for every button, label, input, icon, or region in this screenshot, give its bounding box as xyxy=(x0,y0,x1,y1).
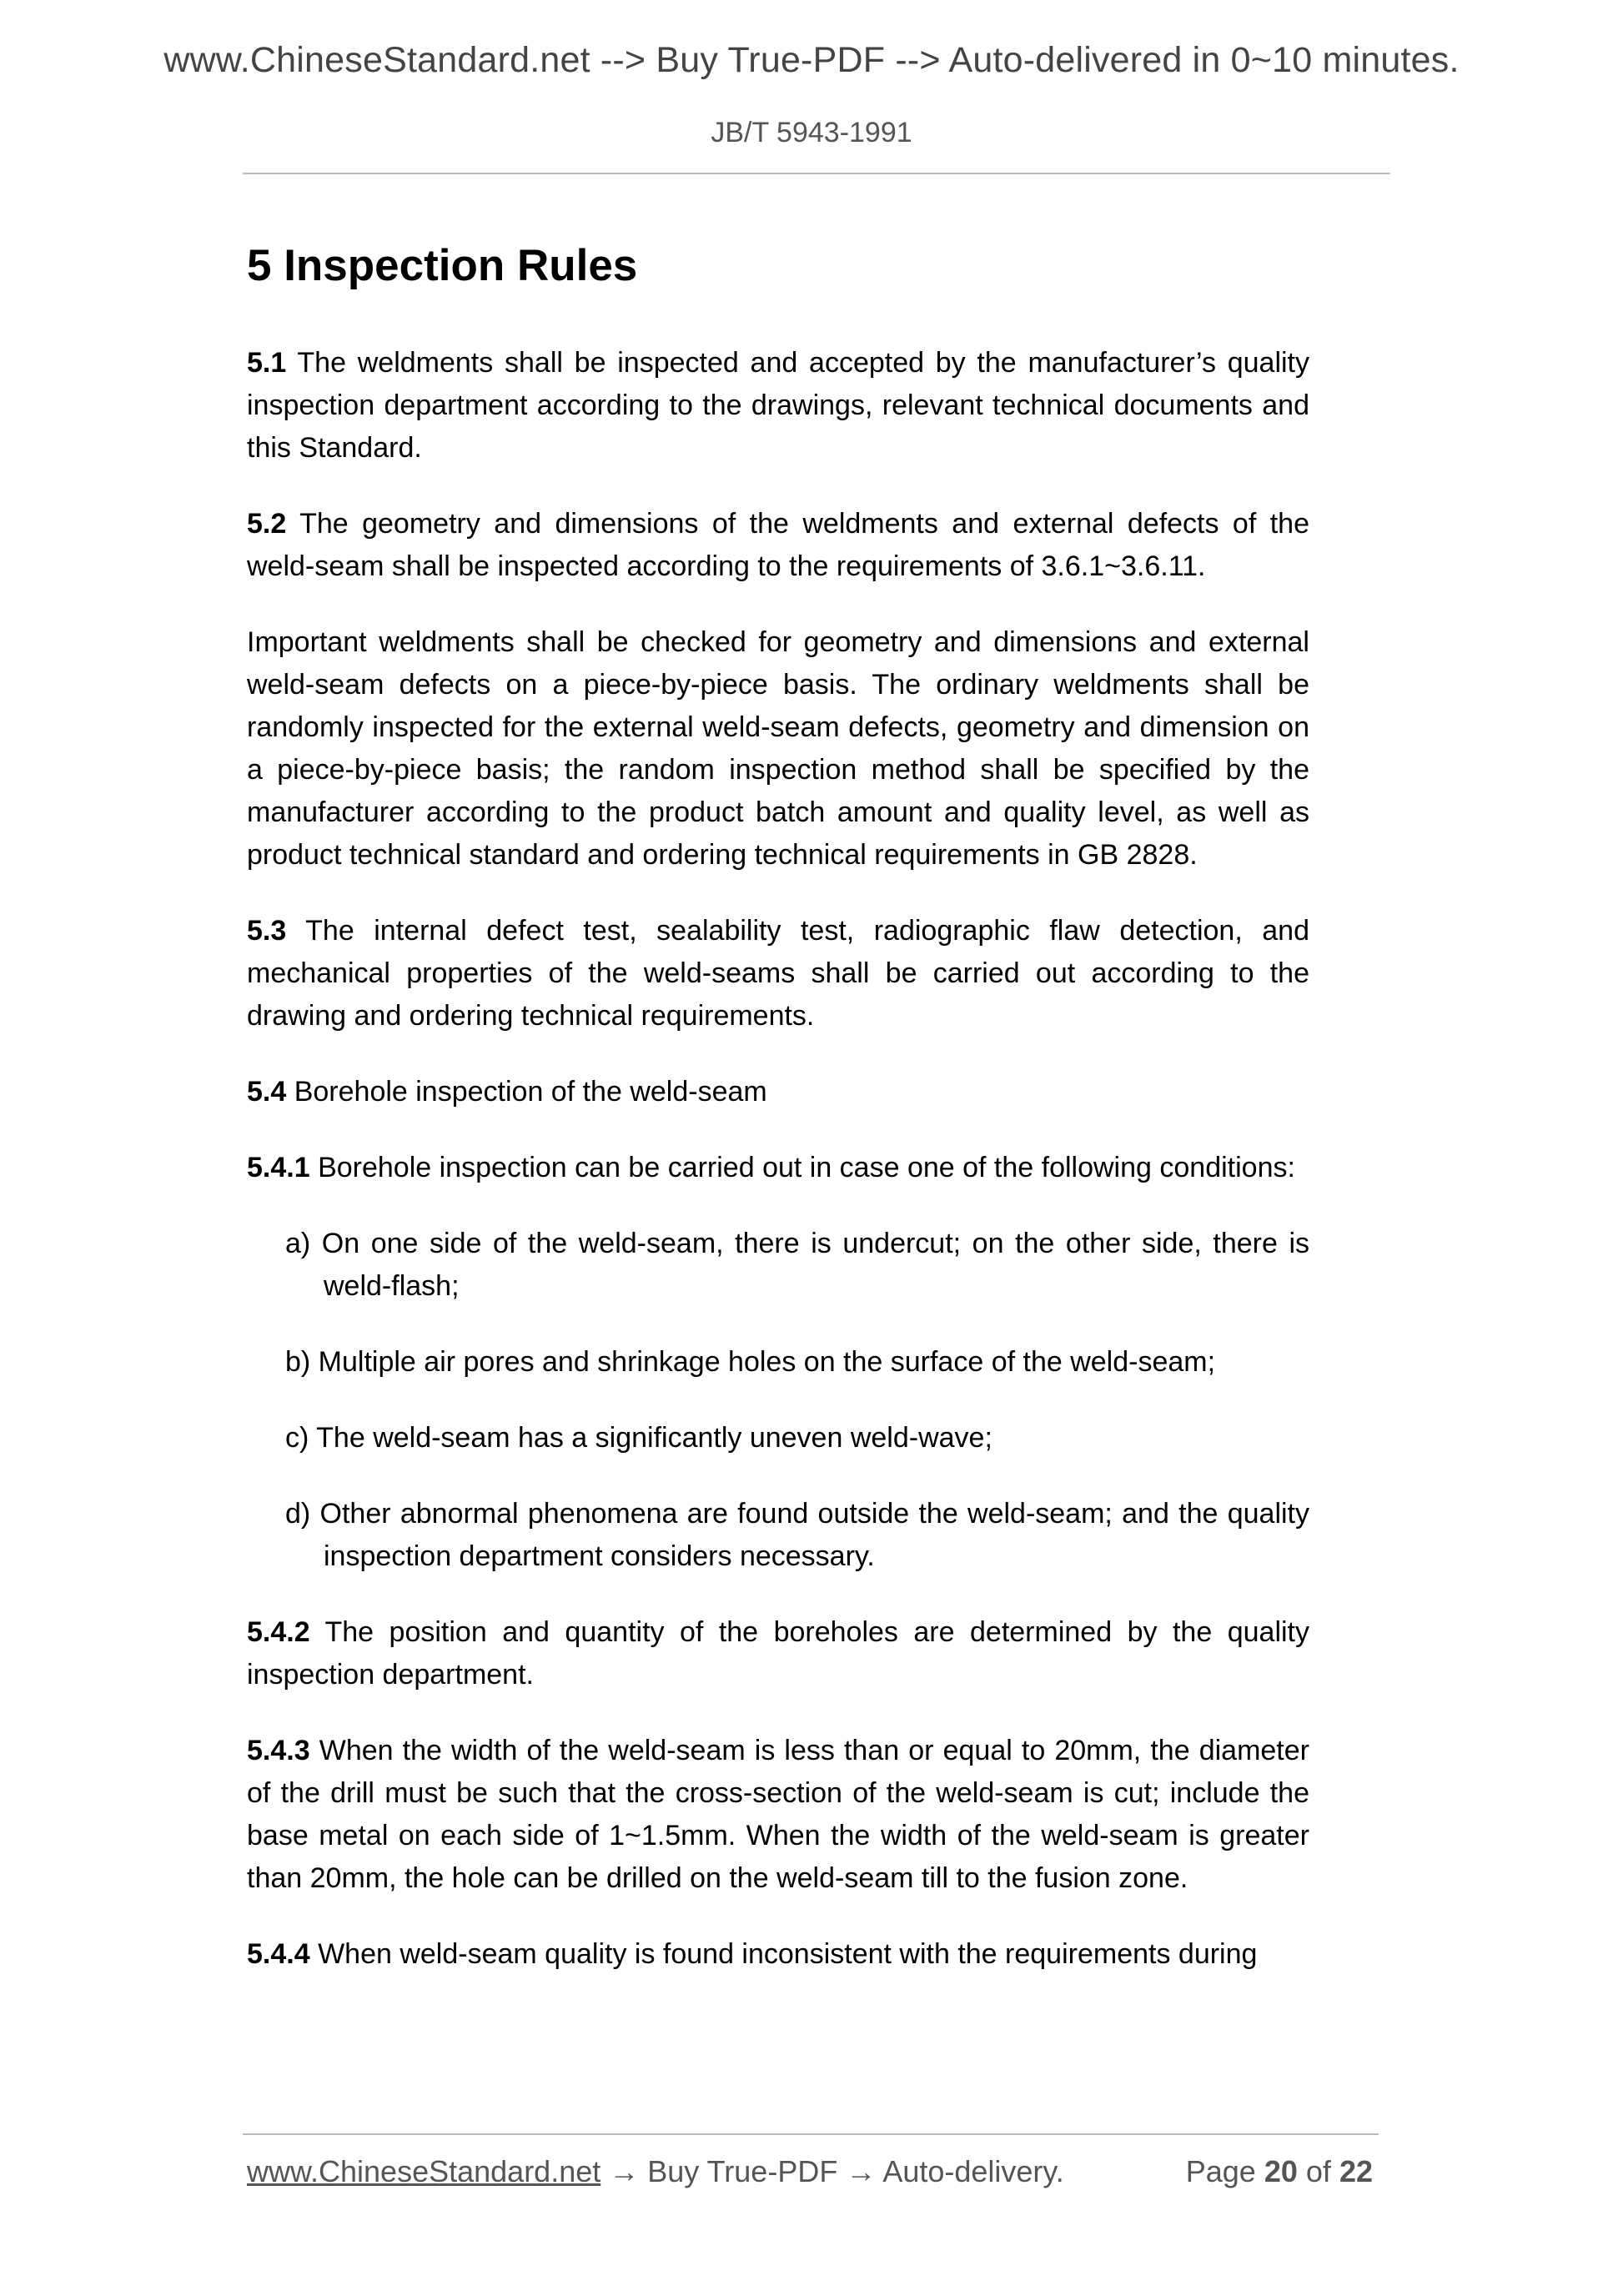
clause-5-3 xyxy=(247,910,1309,1037)
clause-5-1 xyxy=(247,342,1309,470)
of-label: of xyxy=(1305,2154,1331,2188)
clause-text: The geometry and dimensions of the weldments and external defects of the weld-seam shall be inspected according to the requirements of 3.6.1~3.6.11. xyxy=(247,508,1309,582)
section-title: 5 Inspection Rules xyxy=(247,241,638,290)
clause-5-4 xyxy=(247,1071,1309,1113)
clause-number: 5.4.1 xyxy=(247,1152,310,1183)
clause-5-4-4 xyxy=(247,1933,1309,1976)
clause-5-4-1 xyxy=(247,1147,1309,1189)
list-item-c: c) The weld-seam has a significantly uneven weld-wave; xyxy=(285,1422,992,1454)
footer-site-link[interactable]: www.ChineseStandard.net xyxy=(247,2154,601,2188)
footer-tagline: → Buy True-PDF → Auto-delivery. xyxy=(600,2154,1064,2188)
clause-text: The position and quantity of the boreholes are determined by the quality inspection department. xyxy=(247,1616,1309,1691)
list-item-a: a) On one side of the weld-seam, there is undercut; on the other side, there is weld-flash; xyxy=(285,1228,1309,1302)
clause-5-4-2 xyxy=(247,1611,1309,1696)
site-banner: www.ChineseStandard.net --> Buy True-PDF --> Auto-delivered in 0~10 minutes. xyxy=(163,40,1460,80)
clause-text: Borehole inspection of the weld-seam xyxy=(286,1076,767,1108)
clause-number: 5.4.2 xyxy=(247,1616,310,1648)
clause-5-2 xyxy=(247,503,1309,588)
clause-number: 5.4 xyxy=(247,1076,287,1108)
header-divider xyxy=(243,173,1390,174)
clause-text: When weld-seam quality is found inconsistent with the requirements during xyxy=(309,1938,1258,1970)
list-item-d: d) Other abnormal phenomena are found outside the weld-seam; and the quality inspection department considers necessary. xyxy=(285,1498,1309,1572)
page-indicator xyxy=(1186,2154,1373,2189)
clause-text: The internal defect test, sealability test, radiographic flaw detection, and mechanical properties of the weld-seams shall be carried out according to the drawing and ordering technical requirements. xyxy=(247,915,1309,1032)
clause-text: When the width of the weld-seam is less than or equal to 20mm, the diameter of the drill must be such that the cross-section of the weld-seam is cut; include the base metal on each side of 1~1.5mm. When the width of the weld-seam is greater than 20mm, the hole can be drilled on the weld-seam till to the fusion zone. xyxy=(247,1735,1309,1894)
current-page: 20 xyxy=(1264,2154,1298,2188)
clause-text: Borehole inspection can be carried out in case one of the following conditions: xyxy=(309,1152,1295,1183)
clause-number: 5.2 xyxy=(247,508,287,540)
page-label: Page xyxy=(1185,2154,1256,2188)
clause-text: Important weldments shall be checked for geometry and dimensions and external weld-seam defects on a piece-by-piece basis. The ordinary weldments shall be randomly inspected for the external weld-seam defects, geometry and dimension on a piece-by-piece basis; the random inspection method shall be specified by the manufacturer according to the product batch amount and quality level, as well as product technical standard and ordering technical requirements in GB 2828. xyxy=(247,626,1309,871)
clause-5-4-3 xyxy=(247,1730,1309,1900)
clause-number: 5.1 xyxy=(247,347,287,379)
document-number: JB/T 5943-1991 xyxy=(711,117,912,148)
clause-number: 5.3 xyxy=(247,915,287,947)
document-body xyxy=(247,342,1309,2009)
list-item-b: b) Multiple air pores and shrinkage holes on the surface of the weld-seam; xyxy=(285,1346,1216,1378)
clause-number: 5.4.3 xyxy=(247,1735,310,1766)
clause-5-2-continued xyxy=(247,621,1309,877)
footer-divider xyxy=(243,2133,1379,2135)
clause-number: 5.4.4 xyxy=(247,1938,310,1970)
clause-text: The weldments shall be inspected and accepted by the manufacturer’s quality inspection department according to the drawings, relevant technical documents and this Standard. xyxy=(247,347,1309,464)
page-footer xyxy=(247,2154,1373,2189)
total-pages: 22 xyxy=(1339,2154,1373,2188)
